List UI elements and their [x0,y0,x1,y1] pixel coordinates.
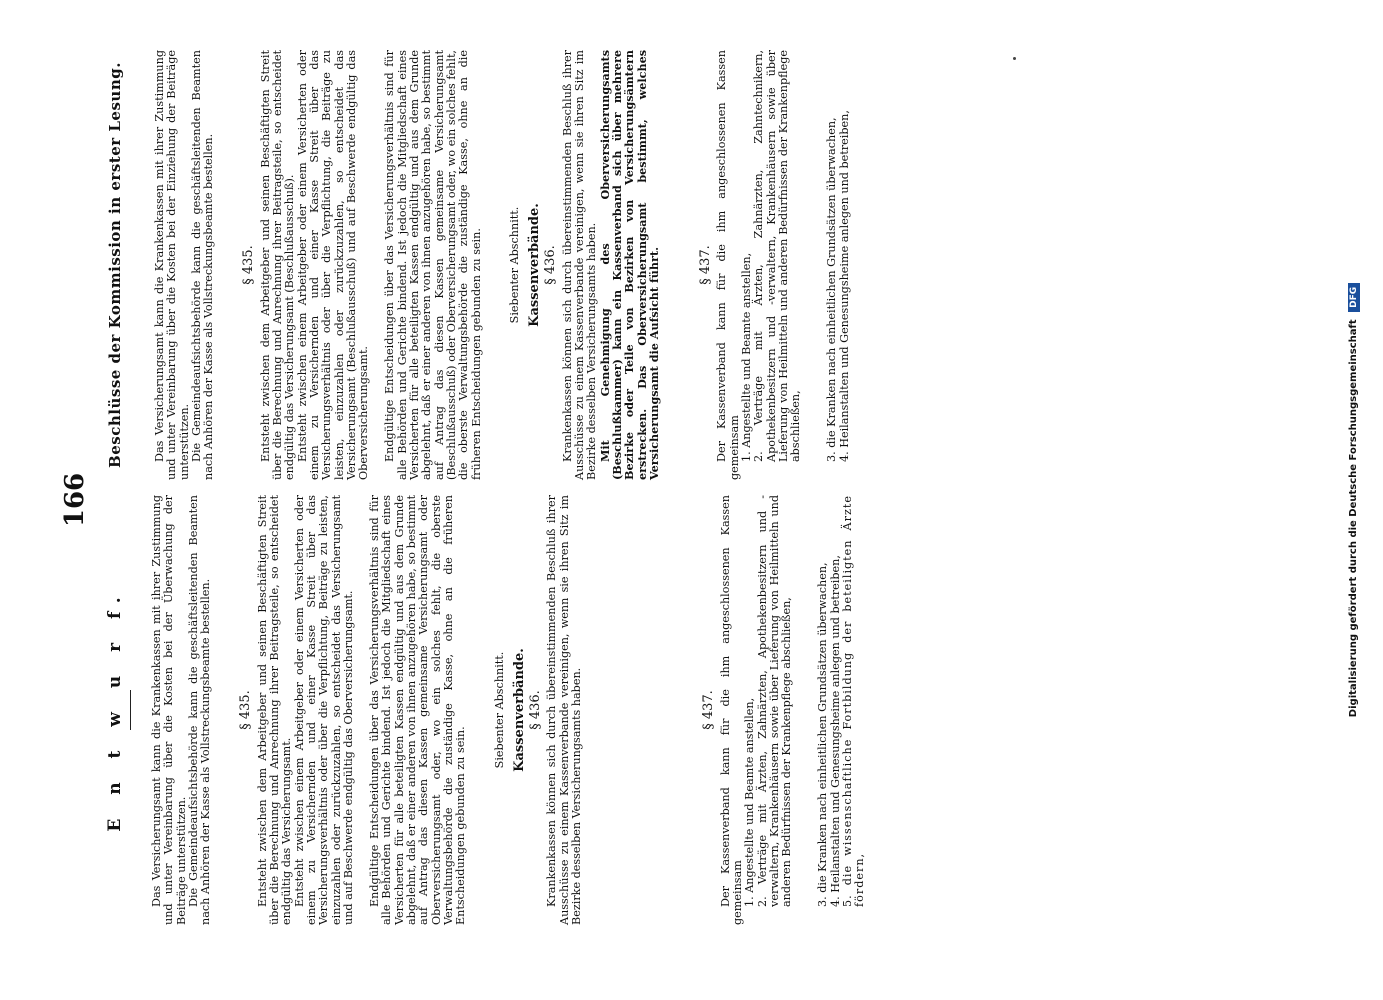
draft-paragraph: Die Gemeindeaufsichtsbehörde kann die geschäftsleitenden Beamten nach Anhören der Kasse als Vollstreckungsbeamte bestellen. [186,495,213,925]
list-item: 2. Verträge mit Ärzten, Zahnärzten, Apothekenbesitzern und -verwaltern, Krankenhäusern sowie über Lieferung von Heilmitteln und anderen Bedürfnissen der Krankenpflege abschließen, [755,495,794,907]
chapter-title: Siebenter Abschnitt. [492,651,506,769]
chapter-subtitle: Kassenverbände. [511,648,527,772]
commission-paragraph: Krankenkassen können sich durch übereinstimmenden Beschluß ihrer Ausschüsse zu einem Kassenverbande vereinigen, wenn sie ihren Sitz im Bezirke desselben Versicherungsamts haben. [560,50,599,480]
section-heading: § 436. [543,245,559,285]
chapter-title: Siebenter Abschnitt. [507,206,521,324]
list-item: 4. Heilanstalten und Genesungsheime anlegen und betreiben, [837,110,851,462]
draft-column-title: E n t w u r f. [105,588,125,832]
commission-column [106,50,851,480]
list-item: 3. die Kranken nach einheitlichen Grundsätzen überwachen, [825,117,839,462]
ink-spot [1013,57,1016,60]
list-item: 1. Angestellte und Beamte anstellen, [743,697,757,907]
commission-column-title: Beschlüsse der Kommission in erster Lesung. [106,62,124,468]
digitization-footer [1348,20,1360,980]
list-item: 3. die Kranken nach einheitlichen Grundsätzen überwachen, [816,562,830,907]
chapter-subtitle: Kassenverbände. [527,203,543,327]
draft-column [106,495,867,925]
list-item: 1. Angestellte und Beamte anstellen, [739,252,753,462]
list-item: 5. die wissenschaftliche Fortbildung der beteiligten Ärzte fördern, [840,495,867,907]
draft-paragraph: Entsteht zwischen einem Arbeitgeber oder einem Versicherten oder einem zu Versichernden und einer Kasse Streit über das Versicherungsverhältnis oder über die Verpflichtung, Beiträge zu leisten, einzuzahlen oder zurückzuzahlen, so entscheidet das Versicherungsamt und auf Beschwerde endgültig das Oberversicherungsamt. [292,495,355,925]
digitization-note: Digitalisierung gefördert durch die Deutsche Forschungsgemeinschaft [1348,319,1359,718]
page-number: 166 [60,472,90,528]
draft-paragraph: Der Kassenverband kann für die ihm angeschlossenen Kassen gemeinsam [718,495,744,925]
list-item: 2. Verträge mit Ärzten, Zahnärzten, Zahntechnikern, Apothekenbesitzern und -verwaltern, Krankenhäusern sowie über Lieferung von Heilmitteln und anderen Bedürfnissen der Krankenpflege abschließen, [752,50,803,462]
draft-paragraph: Krankenkassen können sich durch übereinstimmenden Beschluß ihrer Ausschüsse zu einem Kassenverbande vereinigen, wenn sie ihren Sitz im Bezirke desselben Versicherungsamts haben. [545,495,584,925]
draft-paragraph: Das Versicherungsamt kann die Krankenkassen mit ihrer Zustimmung und unter Vereinbarung über die Kosten bei der Überwachung der Beiträge unterstützen. [150,495,188,925]
draft-paragraph: Endgültige Entscheidungen über das Versicherungsverhältnis sind für alle Behörden und Gerichte bindend. Ist jedoch die Mitgliedschaft eines Versicherten für alle beteiligten Kassen endgültig und aus dem Grunde abgelehnt, daß er einer anderen von ihnen anzugehören habe, so bestimmt auf Antrag das diesen Kassen gemeinsame Versicherungsamt oder Oberversicherungsamt oder, wo ein solches fehlt, die oberste Verwaltungsbehörde die zuständige Kasse, ohne an die früheren Entscheidungen gebunden zu sein. [368,495,468,925]
commission-paragraph: Das Versicherungsamt kann die Krankenkassen mit ihrer Zustimmung und unter Vereinbarung über die Kosten bei der Einziehung der Beiträge unterstützen. [153,50,191,480]
section-heading: § 435. [238,690,254,730]
dfg-logo: DFG [1348,283,1360,312]
list-item: 4. Heilanstalten und Genesungsheime anlegen und betreiben, [828,555,842,907]
commission-paragraph: Entsteht zwischen einem Arbeitgeber oder einem Versicherten oder einem zu Versichernden und einer Kasse Streit über das Versicherungsverhältnis oder über die Verpflichtung, die Beiträge zu leisten, einzuzahlen oder zurückzuzahlen, so entscheidet das Versicherungsamt (Beschlußausschuß) und auf Beschwerde endgültig das Oberversicherungsamt. [295,50,371,480]
draft-paragraph: Entsteht zwischen dem Arbeitgeber und seinen Beschäftigten Streit über die Berechnung und Anrechnung ihrer Beitragsteile, so entscheidet endgültig das Versicherungsamt. [255,495,294,925]
section-heading: § 437. [701,690,717,730]
section-heading: § 436. [528,690,544,730]
commission-paragraph: Die Gemeindeaufsichtsbehörde kann die geschäftsleitenden Beamten nach Anhören der Kasse als Vollstreckungsbeamte bestellen. [189,50,216,480]
commission-paragraph: Der Kassenverband kann für die ihm angeschlossenen Kassen gemeinsam [715,50,741,480]
section-heading: § 437. [698,245,714,285]
commission-paragraph: Endgültige Entscheidungen über das Versicherungsverhältnis sind für alle Behörden und Gerichte bindend. Ist jedoch die Mitgliedschaft eines Versicherten für alle beteiligten Kassen endgültig und aus dem Grunde abgelehnt, daß er einer anderen von ihnen anzugehören habe, so bestimmt auf Antrag das diesen Kassen gemeinsame Versicherungsamt (Beschlußausschuß) oder Oberversicherungsamt oder, wo ein solches fehlt, die oberste Verwaltungsbehörde die zuständige Kasse, ohne an die früheren Entscheidungen gebunden zu sein. [383,50,483,480]
commission-paragraph: Entsteht zwischen dem Arbeitgeber und seinen Beschäftigten Streit über die Berechnung und Anrechnung ihrer Beitragsteile, so entscheidet endgültig das Versicherungsamt (Beschlußausschuß). [258,50,297,480]
commission-bold-paragraph: Mit Genehmigung des Oberversicherungsamts (Beschlußkammer) kann ein Kassenverband sich über mehrere Bezirke oder Teile von Bezirken von Versicherungsämtern erstrecken. Das Oberversicherungsamt bestimmt, welches Versicherungsamt die Aufsicht führt. [597,50,661,480]
title-rule [130,690,131,730]
section-heading: § 435. [241,245,257,285]
